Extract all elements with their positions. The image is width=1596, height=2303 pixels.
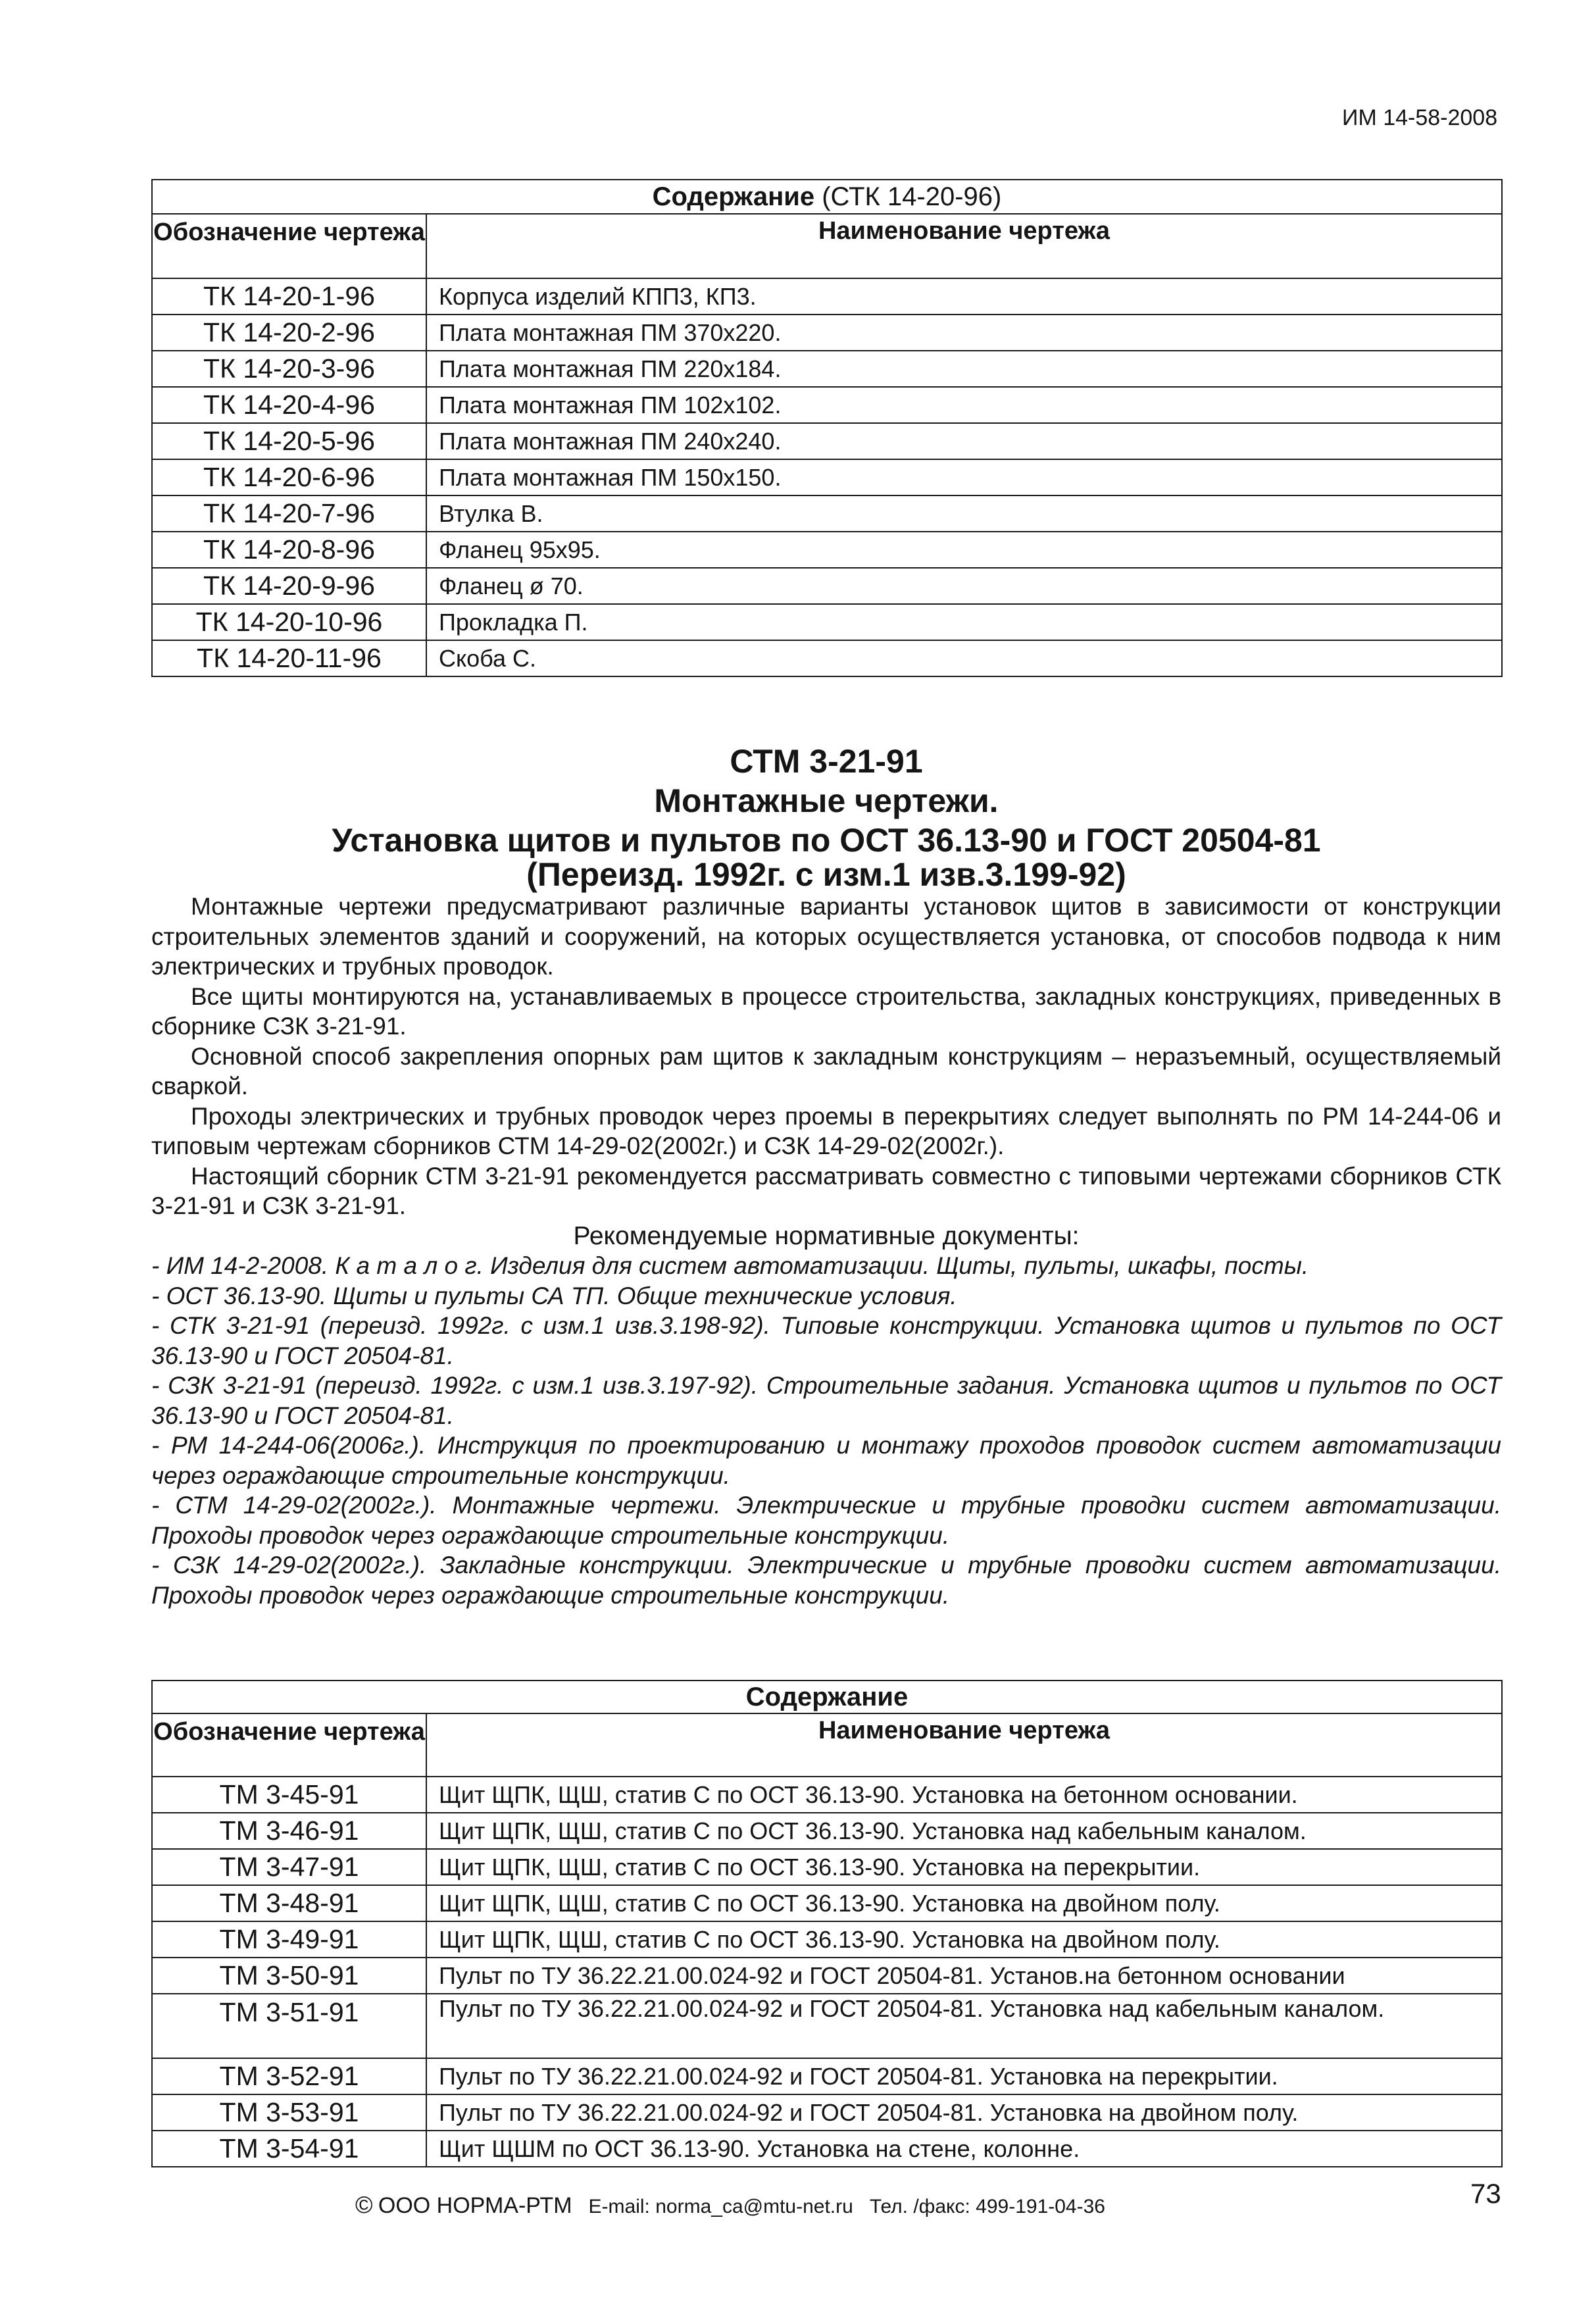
section-heading-title: Монтажные чертежи. bbox=[654, 782, 999, 819]
drawing-code-cell: ТК 14-20-9-96 bbox=[152, 568, 426, 604]
caption-subtitle: (СТК 14-20-96) bbox=[822, 182, 1002, 211]
table-row bbox=[152, 387, 1502, 423]
paragraph: Все щиты монтируются на, устанавливаемых в процессе строительства, закладных конструкциях, приведенных в сборнике СЗК 3-21-91. bbox=[151, 982, 1501, 1040]
drawing-name-cell: Корпуса изделий КПП3, КП3. bbox=[426, 278, 1502, 315]
drawing-name-cell: Плата монтажная ПМ 240х240. bbox=[426, 423, 1502, 459]
drawing-code-cell: ТК 14-20-2-96 bbox=[152, 315, 426, 351]
recommended-doc-item: - РМ 14-244-06(2006г.). Инструкция по проектированию и монтажу проходов проводок систем автоматизации через ограждающие строительные конструкции. bbox=[151, 1432, 1501, 1489]
table-row bbox=[152, 1849, 1502, 1885]
column-header-code: Обозначение чертежа bbox=[152, 1713, 426, 1777]
footer-phone: Тел. /факс: 499-191-04-36 bbox=[869, 2196, 1105, 2217]
recommended-doc-item: - ИМ 14-2-2008. К а т а л о г. Изделия для систем автоматизации. Щиты, пульты, шкафы, посты. bbox=[151, 1252, 1309, 1279]
drawing-code-cell: ТК 14-20-10-96 bbox=[152, 604, 426, 640]
drawing-name-cell: Щит ЩПК, ЩШ, статив С по ОСТ 36.13-90. Установка на двойном полу. bbox=[426, 1885, 1502, 1921]
table-row bbox=[152, 1994, 1502, 2058]
table-row bbox=[152, 459, 1502, 495]
drawing-name-cell: Щит ЩПК, ЩШ, статив С по ОСТ 36.13-90. Установка на перекрытии. bbox=[426, 1849, 1502, 1885]
drawing-name-cell: Плата монтажная ПМ 370х220. bbox=[426, 315, 1502, 351]
table-row bbox=[152, 2131, 1502, 2167]
section-heading-edition: (Переизд. 1992г. с изм.1 изв.3.199-92) bbox=[526, 856, 1126, 893]
page-number: 73 bbox=[1470, 2178, 1501, 2209]
recommended-doc-item: - ОСТ 36.13-90. Щиты и пульты СА ТП. Общие технические условия. bbox=[151, 1282, 957, 1309]
table-row bbox=[152, 2094, 1502, 2131]
drawing-code-cell: ТМ 3-49-91 bbox=[152, 1921, 426, 1958]
drawing-code-cell: ТМ 3-50-91 bbox=[152, 1958, 426, 1994]
table-row bbox=[152, 351, 1502, 387]
footer bbox=[355, 2191, 1105, 2219]
drawing-name-cell: Пульт по ТУ 36.22.21.00.024-92 и ГОСТ 20504-81. Установка на двойном полу. bbox=[426, 2094, 1502, 2131]
column-header-name: Наименование чертежа bbox=[426, 1713, 1502, 1777]
table-row bbox=[152, 1958, 1502, 1994]
drawing-name-cell: Щит ЩШМ по ОСТ 36.13-90. Установка на стене, колонне. bbox=[426, 2131, 1502, 2167]
drawing-code-cell: ТК 14-20-1-96 bbox=[152, 278, 426, 315]
drawing-code-cell: ТМ 3-46-91 bbox=[152, 1813, 426, 1849]
drawing-code-cell: ТМ 3-48-91 bbox=[152, 1885, 426, 1921]
drawing-code-cell: ТК 14-20-11-96 bbox=[152, 640, 426, 676]
copyright-icon: © bbox=[355, 2191, 373, 2218]
drawing-name-cell: Пульт по ТУ 36.22.21.00.024-92 и ГОСТ 20504-81. Установка на перекрытии. bbox=[426, 2058, 1502, 2094]
table-row bbox=[152, 1885, 1502, 1921]
drawing-code-cell: ТМ 3-54-91 bbox=[152, 2131, 426, 2167]
drawing-code-cell: ТК 14-20-7-96 bbox=[152, 495, 426, 532]
table-row bbox=[152, 2058, 1502, 2094]
drawing-name-cell: Втулка В. bbox=[426, 495, 1502, 532]
recommended-doc-item: - СТК 3-21-91 (переизд. 1992г. с изм.1 изв.3.198-92). Типовые конструкции. Установка щитов и пультов по ОСТ 36.13-90 и ГОСТ 20504-81. bbox=[151, 1312, 1501, 1369]
drawing-code-cell: ТМ 3-51-91 bbox=[152, 1994, 426, 2058]
table-row bbox=[152, 1921, 1502, 1958]
table-row bbox=[152, 423, 1502, 459]
table-row bbox=[152, 1813, 1502, 1849]
drawing-name-cell: Плата монтажная ПМ 150х150. bbox=[426, 459, 1502, 495]
drawing-code-cell: ТМ 3-47-91 bbox=[152, 1849, 426, 1885]
table-row bbox=[152, 495, 1502, 532]
drawing-name-cell: Щит ЩПК, ЩШ, статив С по ОСТ 36.13-90. Установка на двойном полу. bbox=[426, 1921, 1502, 1958]
table-row bbox=[152, 568, 1502, 604]
drawing-code-cell: ТК 14-20-5-96 bbox=[152, 423, 426, 459]
document-code: ИМ 14-58-2008 bbox=[1342, 105, 1498, 130]
footer-email: E-mail: norma_ca@mtu-net.ru bbox=[588, 2196, 853, 2217]
drawing-code-cell: ТК 14-20-6-96 bbox=[152, 459, 426, 495]
paragraph: Монтажные чертежи предусматривают различные варианты установок щитов в зависимости от конструкции строительных элементов зданий и сооружений, на которых осуществляется установка, от способов подвода к ним электрических и трубных проводок. bbox=[151, 893, 1501, 980]
contents-table-stk bbox=[151, 179, 1503, 677]
table-caption: Содержание bbox=[152, 1681, 1502, 1713]
paragraph: Проходы электрических и трубных проводок через проемы в перекрытиях следует выполнять по РМ 14-244-06 и типовым чертежам сборников СТМ 14-29-02(2002г.) и СЗК 14-29-02(2002г.). bbox=[151, 1102, 1501, 1159]
paragraph: Основной способ закрепления опорных рам щитов к закладным конструкциям – неразъемный, осуществляемый сваркой. bbox=[151, 1042, 1501, 1100]
drawing-code-cell: ТМ 3-52-91 bbox=[152, 2058, 426, 2094]
drawing-name-cell: Щит ЩПК, ЩШ, статив С по ОСТ 36.13-90. Установка над кабельным каналом. bbox=[426, 1813, 1502, 1849]
recommended-doc-item: - СЗК 14-29-02(2002г.). Закладные конструкции. Электрические и трубные проводки систем автоматизации. Проходы проводок через ограждающие строительные конструкции. bbox=[151, 1552, 1501, 1609]
recommended-doc-item: - СЗК 3-21-91 (переизд. 1992г. с изм.1 изв.3.197-92). Строительные задания. Установка щитов и пультов по ОСТ 36.13-90 и ГОСТ 20504-81. bbox=[151, 1372, 1501, 1429]
paragraph: Настоящий сборник СТМ 3-21-91 рекомендуется рассматривать совместно с типовыми чертежами сборников СТК 3-21-91 и СЗК 3-21-91. bbox=[151, 1162, 1501, 1219]
drawing-name-cell: Фланец ø 70. bbox=[426, 568, 1502, 604]
drawing-name-cell: Щит ЩПК, ЩШ, статив С по ОСТ 36.13-90. Установка на бетонном основании. bbox=[426, 1777, 1502, 1813]
recommended-doc-item: - СТМ 14-29-02(2002г.). Монтажные чертежи. Электрические и трубные проводки систем автоматизации. Проходы проводок через ограждающие строительные конструкции. bbox=[151, 1492, 1501, 1549]
table-row bbox=[152, 640, 1502, 676]
drawing-name-cell: Плата монтажная ПМ 102х102. bbox=[426, 387, 1502, 423]
footer-company: ООО НОРМА-РТМ bbox=[378, 2193, 572, 2218]
drawing-code-cell: ТМ 3-45-91 bbox=[152, 1777, 426, 1813]
table-row bbox=[152, 1777, 1502, 1813]
drawing-code-cell: ТК 14-20-4-96 bbox=[152, 387, 426, 423]
recommended-docs-title: Рекомендуемые нормативные документы: bbox=[573, 1221, 1080, 1250]
drawing-name-cell: Фланец 95х95. bbox=[426, 532, 1502, 568]
drawing-name-cell: Плата монтажная ПМ 220х184. bbox=[426, 351, 1502, 387]
table-row bbox=[152, 604, 1502, 640]
drawing-code-cell: ТК 14-20-8-96 bbox=[152, 532, 426, 568]
drawing-name-cell: Пульт по ТУ 36.22.21.00.024-92 и ГОСТ 20504-81. Установ.на бетонном основании bbox=[426, 1958, 1502, 1994]
drawing-code-cell: ТК 14-20-3-96 bbox=[152, 351, 426, 387]
section-body bbox=[151, 892, 1501, 1610]
section-heading-subject: Установка щитов и пультов по ОСТ 36.13-90 и ГОСТ 20504-81 bbox=[332, 822, 1321, 859]
contents-table-stm bbox=[151, 1680, 1503, 2167]
column-header-name: Наименование чертежа bbox=[426, 214, 1502, 278]
section-heading-code: СТМ 3-21-91 bbox=[730, 743, 923, 780]
drawing-name-cell: Пульт по ТУ 36.22.21.00.024-92 и ГОСТ 20504-81. Установка над кабельным каналом. bbox=[426, 1994, 1502, 2058]
drawing-name-cell: Скоба С. bbox=[426, 640, 1502, 676]
table-row bbox=[152, 532, 1502, 568]
caption-title: Содержание bbox=[652, 182, 815, 211]
table-row bbox=[152, 278, 1502, 315]
table-caption bbox=[152, 180, 1502, 214]
column-header-code: Обозначение чертежа bbox=[152, 214, 426, 278]
table-row bbox=[152, 315, 1502, 351]
drawing-code-cell: ТМ 3-53-91 bbox=[152, 2094, 426, 2131]
drawing-name-cell: Прокладка П. bbox=[426, 604, 1502, 640]
